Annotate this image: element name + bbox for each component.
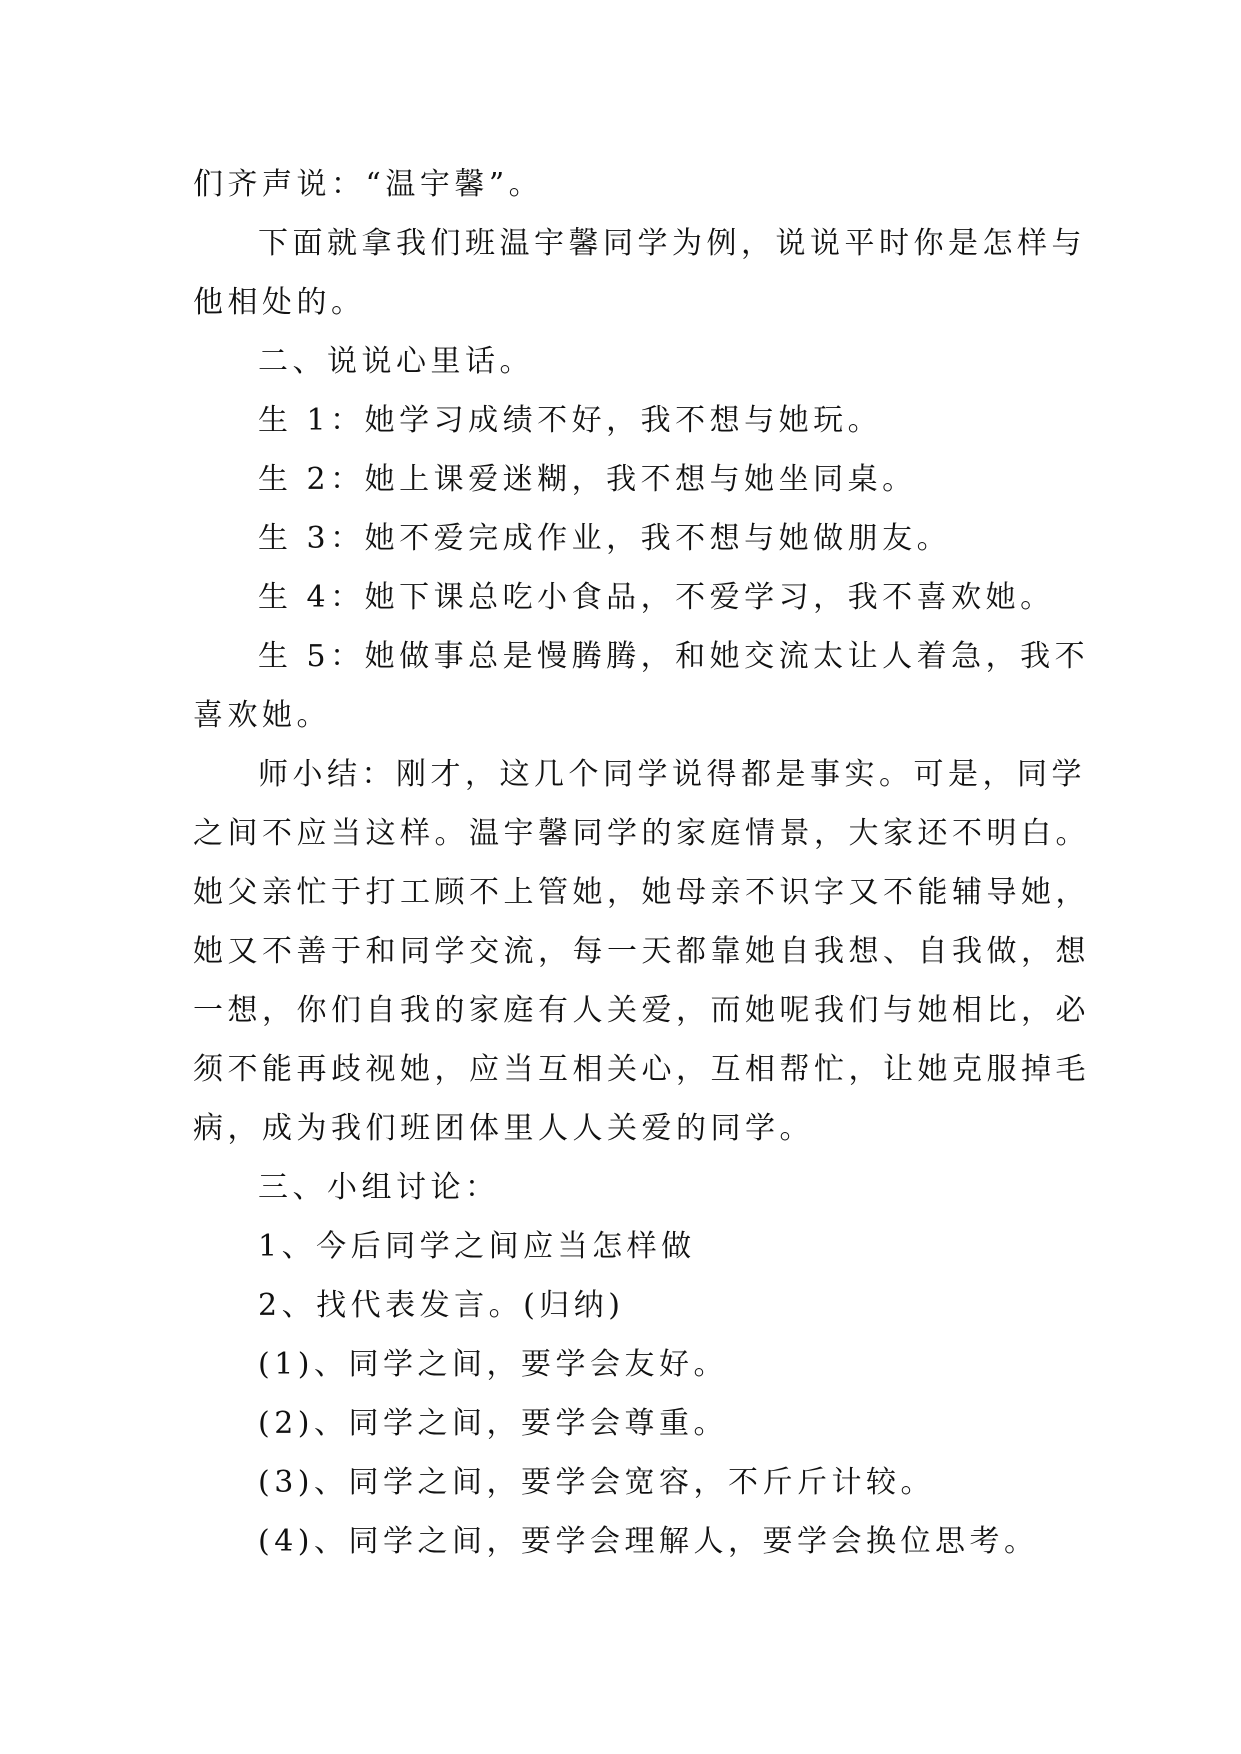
text-line: 须不能再歧视她，应当互相关心，互相帮忙，让她克服掉毛 bbox=[193, 1052, 1090, 1087]
list-item: (1)、同学之间，要学会友好。 bbox=[258, 1347, 728, 1382]
list-item: (2)、同学之间，要学会尊重。 bbox=[258, 1406, 728, 1441]
text-line: 喜欢她。 bbox=[193, 698, 331, 733]
section-heading: 三、小组讨论： bbox=[258, 1170, 500, 1205]
text-line: 们齐声说：“温宇馨”。 bbox=[193, 167, 544, 202]
section-heading: 二、说说心里话。 bbox=[258, 344, 534, 379]
text-line: 下面就拿我们班温宇馨同学为例，说说平时你是怎样与 bbox=[258, 226, 1086, 261]
list-item: (3)、同学之间，要学会宽容，不斤斤计较。 bbox=[258, 1465, 935, 1500]
student-remark: 生 2：她上课爱迷糊，我不想与她坐同桌。 bbox=[258, 462, 917, 497]
list-item: 2、找代表发言。(归纳) bbox=[258, 1288, 625, 1323]
student-remark: 生 5：她做事总是慢腾腾，和她交流太让人着急，我不 bbox=[258, 639, 1090, 674]
document-body bbox=[193, 155, 1090, 1571]
list-item: (4)、同学之间，要学会理解人，要学会换位思考。 bbox=[258, 1524, 1039, 1559]
text-line: 她又不善于和同学交流，每一天都靠她自我想、自我做，想 bbox=[193, 934, 1090, 969]
student-remark: 生 3：她不爱完成作业，我不想与她做朋友。 bbox=[258, 521, 952, 556]
text-line: 一想，你们自我的家庭有人关爱，而她呢我们与她相比，必 bbox=[193, 993, 1090, 1028]
text-line: 病，成为我们班团体里人人关爱的同学。 bbox=[193, 1111, 814, 1146]
teacher-summary: 师小结：刚才，这几个同学说得都是事实。可是，同学 bbox=[258, 757, 1086, 792]
text-line: 之间不应当这样。温宇馨同学的家庭情景，大家还不明白。 bbox=[193, 816, 1090, 851]
text-line: 她父亲忙于打工顾不上管她，她母亲不识字又不能辅导她， bbox=[193, 875, 1090, 910]
student-remark: 生 4：她下课总吃小食品，不爱学习，我不喜欢她。 bbox=[258, 580, 1055, 615]
list-item: 1、今后同学之间应当怎样做 bbox=[258, 1229, 696, 1264]
student-remark: 生 1：她学习成绩不好，我不想与她玩。 bbox=[258, 403, 883, 438]
text-line: 他相处的。 bbox=[193, 285, 366, 320]
